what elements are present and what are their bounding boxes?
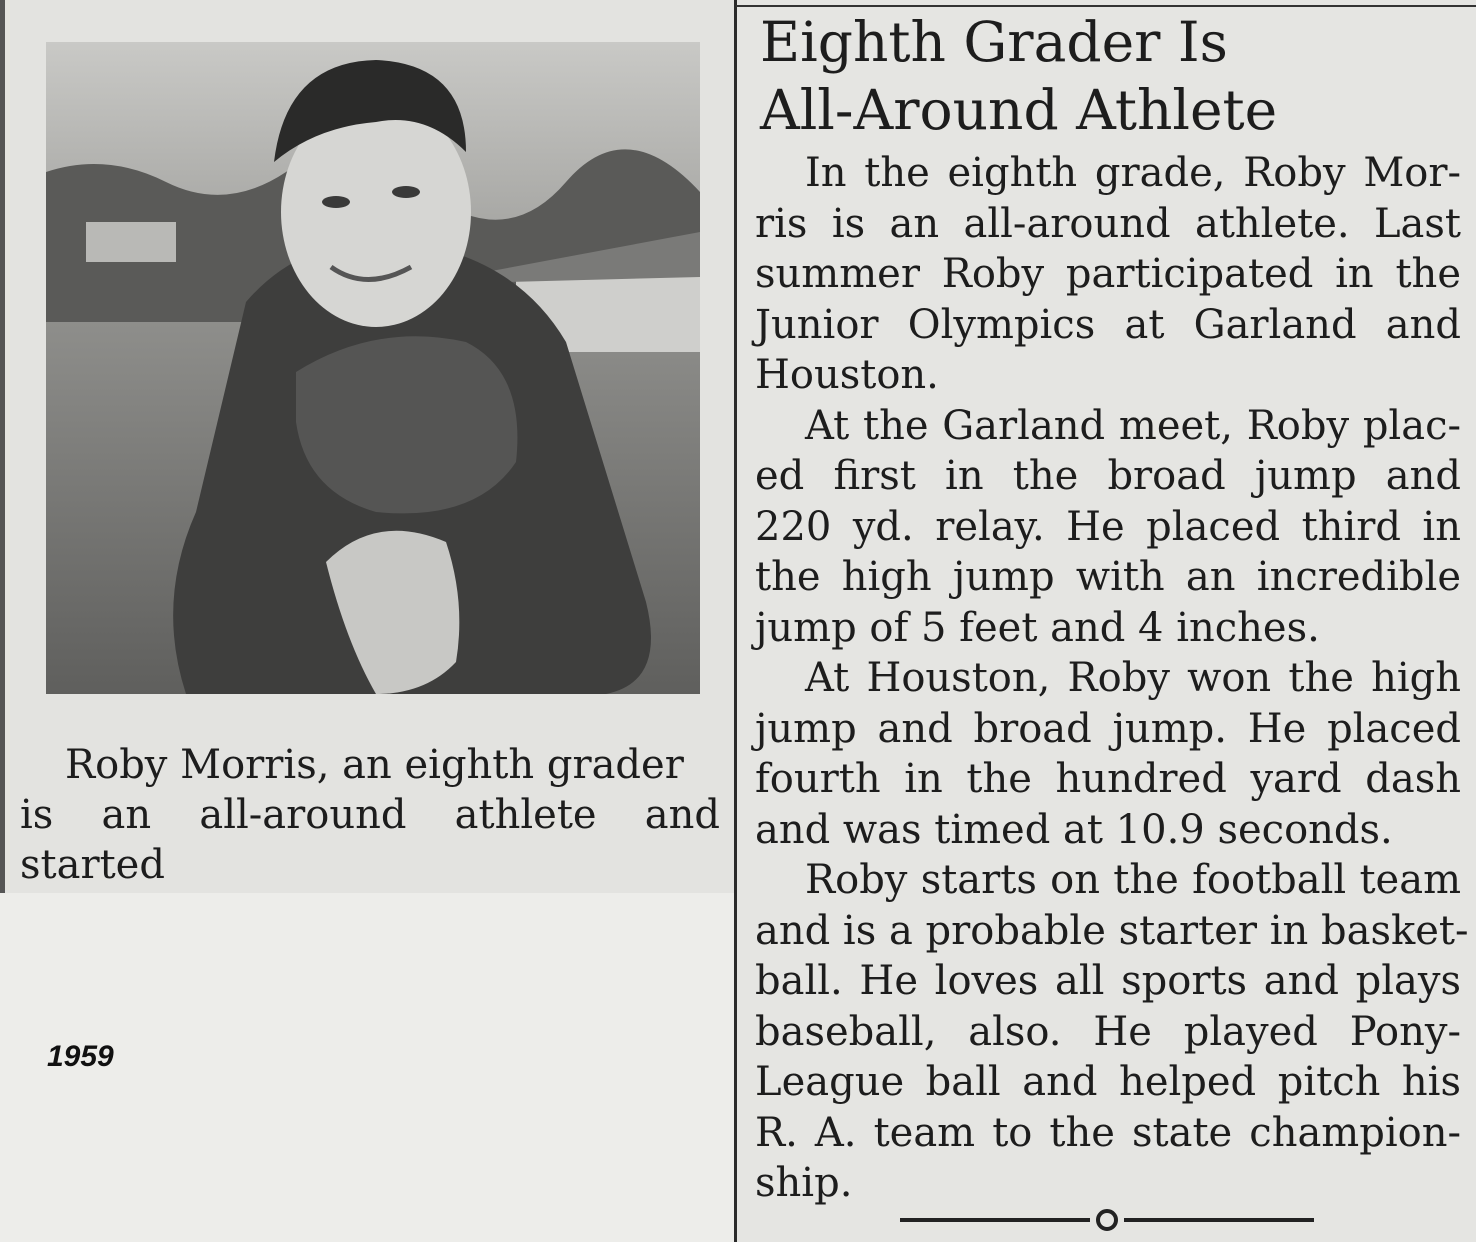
column-divider xyxy=(734,0,737,1242)
text-line: ball. He loves all sports and plays xyxy=(755,958,1461,1004)
text-line: Roby starts on the football team xyxy=(805,857,1461,903)
text-line: At Houston, Roby won the high xyxy=(805,655,1461,701)
athlete-photo-illustration xyxy=(46,42,700,694)
paragraph xyxy=(755,401,1461,654)
text-line: summer Roby participated in the xyxy=(755,251,1461,297)
text-line: Junior Olympics at Garland and xyxy=(755,301,1461,348)
paragraph xyxy=(755,653,1461,855)
paragraph xyxy=(755,855,1469,1209)
caption-line: is an all-around athlete and started xyxy=(20,792,720,888)
headline-line: Eighth Grader Is xyxy=(760,10,1228,74)
text-line: Houston. xyxy=(755,352,939,398)
text-line: and was timed at 10.9 seconds. xyxy=(755,806,1393,853)
caption-line: Roby Morris, an eighth grader xyxy=(65,742,684,788)
text-line: In the eighth grade, Roby Mor- xyxy=(805,150,1461,196)
text-line: the high jump with an incredible xyxy=(755,554,1461,600)
text-line: R. A. team to the state champion- xyxy=(755,1109,1461,1156)
paragraph xyxy=(755,148,1461,401)
text-line: and is a probable starter in basket- xyxy=(755,907,1469,954)
text-line: At the Garland meet, Roby plac- xyxy=(805,402,1461,449)
article-body xyxy=(755,148,1469,1209)
end-ornament xyxy=(900,1205,1314,1235)
text-line: ed first in the broad jump and xyxy=(755,453,1461,499)
text-line: ship. xyxy=(755,1160,853,1206)
text-line: jump and broad jump. He placed xyxy=(755,705,1461,752)
year-stamp: 1959 xyxy=(47,1040,114,1073)
top-rule xyxy=(736,5,1476,7)
article-headline xyxy=(760,8,1460,144)
text-line: 220 yd. relay. He placed third in xyxy=(755,503,1461,550)
headline-line: All-Around Athlete xyxy=(760,78,1278,142)
athlete-photo xyxy=(46,42,700,694)
scan-edge xyxy=(0,0,5,893)
text-line: baseball, also. He played Pony- xyxy=(755,1008,1461,1055)
text-line: jump of 5 feet and 4 inches. xyxy=(755,604,1320,651)
text-line: fourth in the hundred yard dash xyxy=(755,756,1461,802)
text-line: League ball and helped pitch his xyxy=(755,1059,1461,1105)
text-line: ris is an all-around athlete. Last xyxy=(755,200,1461,247)
